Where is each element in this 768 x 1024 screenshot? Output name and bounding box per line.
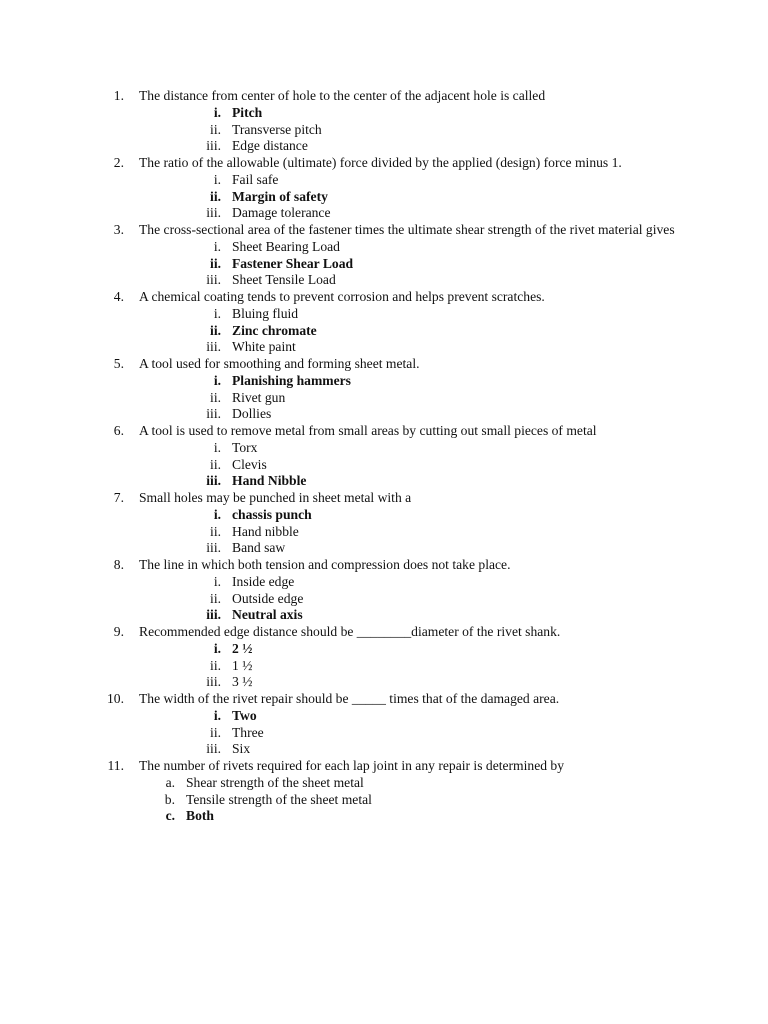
option-text: Three	[232, 724, 264, 740]
answer-option-correct	[0, 607, 768, 624]
question-block	[0, 88, 768, 155]
answer-option	[0, 440, 768, 457]
question	[0, 356, 768, 373]
option-marker: ii.	[210, 255, 221, 271]
option-text: Band saw	[232, 540, 286, 556]
option-marker: ii.	[210, 322, 221, 338]
option-text: 3 ½	[232, 674, 253, 690]
option-marker: iii.	[206, 674, 221, 690]
question	[0, 155, 768, 172]
question-number: 8.	[113, 557, 124, 572]
answer-option	[0, 658, 768, 675]
answer-option-correct	[0, 105, 768, 122]
question	[0, 691, 768, 708]
option-marker: ii.	[210, 389, 221, 405]
question-number: 5.	[113, 356, 124, 371]
option-marker: ii.	[210, 456, 221, 472]
question-text: A tool used for smoothing and forming sheet metal.	[139, 356, 420, 371]
option-marker: iii.	[206, 540, 221, 556]
question-text: A tool is used to remove metal from small areas by cutting out small pieces of metal	[139, 423, 597, 438]
option-marker: b.	[164, 791, 175, 807]
question-number: 4.	[113, 289, 124, 304]
option-text: Inside edge	[232, 573, 295, 589]
question-block	[0, 222, 768, 289]
option-marker: i.	[213, 640, 221, 656]
answer-option	[0, 775, 768, 792]
answer-option	[0, 540, 768, 557]
question-block	[0, 490, 768, 557]
option-marker: c.	[165, 808, 175, 824]
option-marker: i.	[213, 238, 221, 254]
option-text: Bluing fluid	[232, 305, 299, 321]
option-marker: iii.	[206, 138, 221, 154]
question-text: Recommended edge distance should be ________diameter of the rivet shank.	[139, 624, 561, 639]
answer-option	[0, 306, 768, 323]
question	[0, 222, 768, 239]
answer-option	[0, 390, 768, 407]
option-marker: iii.	[206, 205, 221, 221]
question-block	[0, 289, 768, 356]
question-text: The number of rivets required for each lap joint in any repair is determined by	[139, 758, 565, 773]
option-text: Edge distance	[232, 138, 308, 154]
answer-option-correct	[0, 473, 768, 490]
answer-option-correct	[0, 808, 768, 825]
question-number: 3.	[113, 222, 124, 237]
option-text: Outside edge	[232, 590, 304, 606]
option-marker: iii.	[206, 741, 221, 757]
option-text: chassis punch	[232, 506, 312, 522]
question-block	[0, 624, 768, 691]
question	[0, 557, 768, 574]
option-text: Rivet gun	[232, 389, 286, 405]
question-block	[0, 155, 768, 222]
option-marker: i.	[213, 573, 221, 589]
answer-option-correct	[0, 507, 768, 524]
answer-option-correct	[0, 373, 768, 390]
answer-option	[0, 172, 768, 189]
answer-option	[0, 524, 768, 541]
option-text: Planishing hammers	[232, 372, 351, 388]
option-marker: iii.	[206, 272, 221, 288]
answer-option-correct	[0, 323, 768, 340]
answer-option-correct	[0, 641, 768, 658]
answer-option	[0, 792, 768, 809]
option-text: Zinc chromate	[232, 322, 317, 338]
answer-option	[0, 591, 768, 608]
option-marker: ii.	[210, 188, 221, 204]
question-number: 2.	[113, 155, 124, 170]
question	[0, 88, 768, 105]
question-number: 10.	[107, 691, 124, 706]
answer-option-correct	[0, 256, 768, 273]
answer-option	[0, 741, 768, 758]
option-marker: iii.	[206, 339, 221, 355]
option-text: Clevis	[232, 456, 267, 472]
question-number: 11.	[107, 758, 124, 773]
answer-option	[0, 457, 768, 474]
option-marker: i.	[213, 707, 221, 723]
option-text: Torx	[232, 439, 258, 455]
option-text: Neutral axis	[232, 607, 303, 623]
option-text: Hand nibble	[232, 523, 299, 539]
option-text: Transverse pitch	[232, 121, 322, 137]
question-block	[0, 423, 768, 490]
option-text: Shear strength of the sheet metal	[186, 774, 364, 790]
option-text: Sheet Bearing Load	[232, 238, 340, 254]
question	[0, 289, 768, 306]
option-marker: ii.	[210, 121, 221, 137]
option-text: 1 ½	[232, 657, 253, 673]
option-marker: iii.	[206, 473, 221, 489]
question-number: 6.	[113, 423, 124, 438]
option-marker: i.	[213, 104, 221, 120]
option-marker: i.	[213, 506, 221, 522]
question-block	[0, 557, 768, 624]
answer-option	[0, 406, 768, 423]
option-marker: ii.	[210, 590, 221, 606]
option-marker: ii.	[210, 523, 221, 539]
answer-option	[0, 205, 768, 222]
option-marker: i.	[213, 439, 221, 455]
option-text: Six	[232, 741, 251, 757]
option-marker: iii.	[206, 607, 221, 623]
answer-option-correct	[0, 708, 768, 725]
answer-option	[0, 674, 768, 691]
option-text: Both	[186, 808, 214, 824]
option-marker: i.	[213, 372, 221, 388]
question	[0, 490, 768, 507]
question-block	[0, 356, 768, 423]
answer-option	[0, 574, 768, 591]
question	[0, 423, 768, 440]
question-text: The width of the rivet repair should be _____ times that of the damaged area.	[139, 691, 560, 706]
question	[0, 624, 768, 641]
answer-option	[0, 138, 768, 155]
question-number: 1.	[113, 88, 124, 103]
option-text: Damage tolerance	[232, 205, 331, 221]
option-text: Fail safe	[232, 171, 279, 187]
answer-option	[0, 272, 768, 289]
question-block	[0, 691, 768, 758]
quiz-document	[0, 88, 768, 825]
question-text: The ratio of the allowable (ultimate) force divided by the applied (design) force minus 1.	[139, 155, 622, 170]
answer-option	[0, 339, 768, 356]
answer-option	[0, 122, 768, 139]
question-text: Small holes may be punched in sheet metal with a	[139, 490, 412, 505]
option-text: Fastener Shear Load	[232, 255, 354, 271]
question-text: The line in which both tension and compression does not take place.	[139, 557, 511, 572]
option-marker: i.	[213, 305, 221, 321]
option-text: Sheet Tensile Load	[232, 272, 336, 288]
answer-option-correct	[0, 189, 768, 206]
option-marker: iii.	[206, 406, 221, 422]
option-marker: ii.	[210, 657, 221, 673]
option-text: Margin of safety	[232, 188, 328, 204]
answer-option	[0, 239, 768, 256]
option-text: White paint	[232, 339, 296, 355]
option-text: Pitch	[232, 104, 263, 120]
question-text: The cross-sectional area of the fastener times the ultimate shear strength of the rivet material gives	[139, 222, 675, 237]
question-number: 7.	[113, 490, 124, 505]
option-text: Two	[232, 707, 257, 723]
option-text: 2 ½	[232, 640, 253, 656]
option-marker: i.	[213, 171, 221, 187]
option-text: Tensile strength of the sheet metal	[186, 791, 372, 807]
question-text: A chemical coating tends to prevent corrosion and helps prevent scratches.	[139, 289, 545, 304]
answer-option	[0, 725, 768, 742]
option-marker: ii.	[210, 724, 221, 740]
question-block	[0, 758, 768, 825]
question-text: The distance from center of hole to the center of the adjacent hole is called	[139, 88, 546, 103]
option-marker: a.	[165, 774, 175, 790]
option-text: Hand Nibble	[232, 473, 307, 489]
question	[0, 758, 768, 775]
option-text: Dollies	[232, 406, 272, 422]
question-number: 9.	[113, 624, 124, 639]
